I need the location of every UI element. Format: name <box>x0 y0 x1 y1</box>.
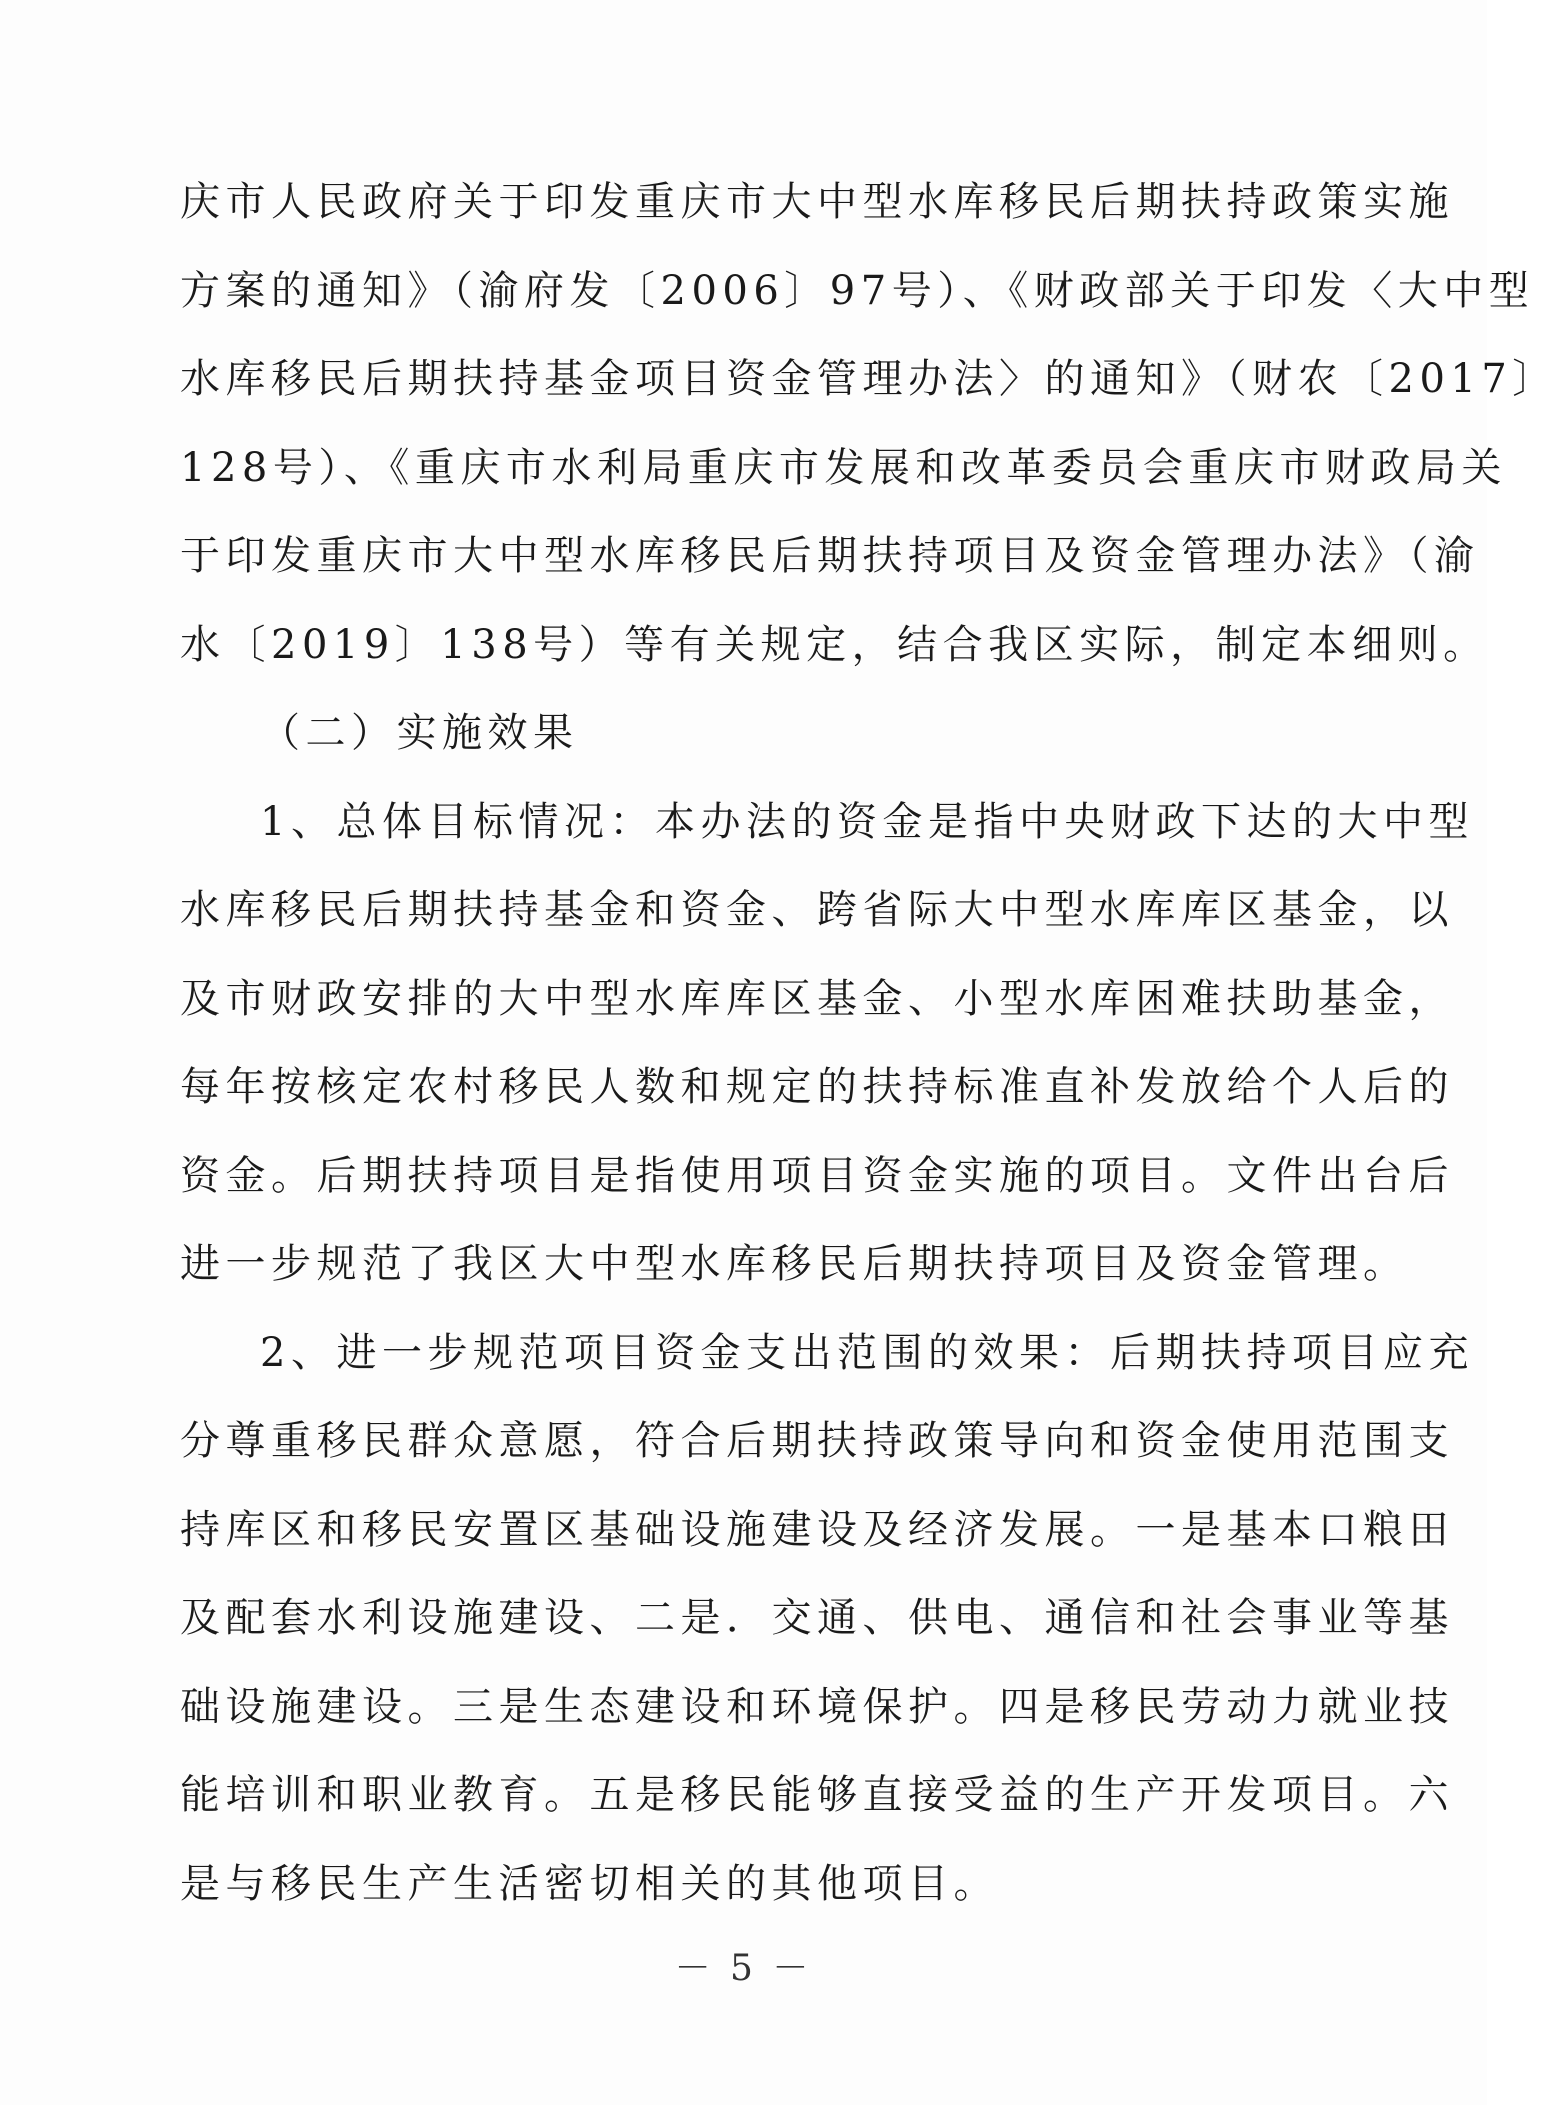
paragraph-start: 1、总体目标情况：本办法的资金是指中央财政下达的大中型 <box>260 798 1474 845</box>
paragraph-start: 2、进一步规范项目资金支出范围的效果：后期扶持项目应充 <box>260 1329 1474 1376</box>
text-line: 庆市人民政府关于印发重庆市大中型水库移民后期扶持政策实施 <box>180 179 1454 225</box>
text-line: 及市财政安排的大中型水库库区基金、小型水库困难扶助基金， <box>180 975 1454 1022</box>
text-line: 持库区和移民安置区基础设施建设及经济发展。一是基本口粮田 <box>180 1506 1454 1553</box>
text-line: 是与移民生产生活密切相关的其他项目。 <box>180 1860 999 1907</box>
text-line: 128号）、《重庆市水利局重庆市发展和改革委员会重庆市财政局关 <box>180 444 1507 491</box>
text-line: 资金。后期扶持项目是指使用项目资金实施的项目。文件出台后 <box>180 1152 1454 1199</box>
document-body <box>180 158 1558 1928</box>
text-line: 能培训和职业教育。五是移民能够直接受益的生产开发项目。六 <box>180 1772 1454 1818</box>
text-line: 水库移民后期扶持基金项目资金管理办法〉的通知》（财农〔2017〕 <box>180 356 1558 402</box>
page-number: － 5 － <box>674 1948 813 1989</box>
text-line: 水〔2019〕138号）等有关规定，结合我区实际，制定本细则。 <box>180 621 1489 668</box>
text-line: 及配套水利设施建设、二是．交通、供电、通信和社会事业等基 <box>180 1595 1454 1641</box>
text-line: 进一步规范了我区大中型水库移民后期扶持项目及资金管理。 <box>180 1241 1409 1287</box>
text-line: 方案的通知》（渝府发〔2006〕97号）、《财政部关于印发〈大中型 <box>180 267 1535 314</box>
text-line: 分尊重移民群众意愿，符合后期扶持政策导向和资金使用范围支 <box>180 1418 1454 1464</box>
text-line: 每年按核定农村移民人数和规定的扶持标准直补发放给个人后的 <box>180 1064 1454 1110</box>
text-line: 于印发重庆市大中型水库移民后期扶持项目及资金管理办法》（渝 <box>180 533 1480 579</box>
text-line: 水库移民后期扶持基金和资金、跨省际大中型水库库区基金，以 <box>180 887 1454 933</box>
text-line: 础设施建设。三是生态建设和环境保护。四是移民劳动力就业技 <box>180 1683 1454 1730</box>
section-heading: （二）实施效果 <box>260 710 579 756</box>
